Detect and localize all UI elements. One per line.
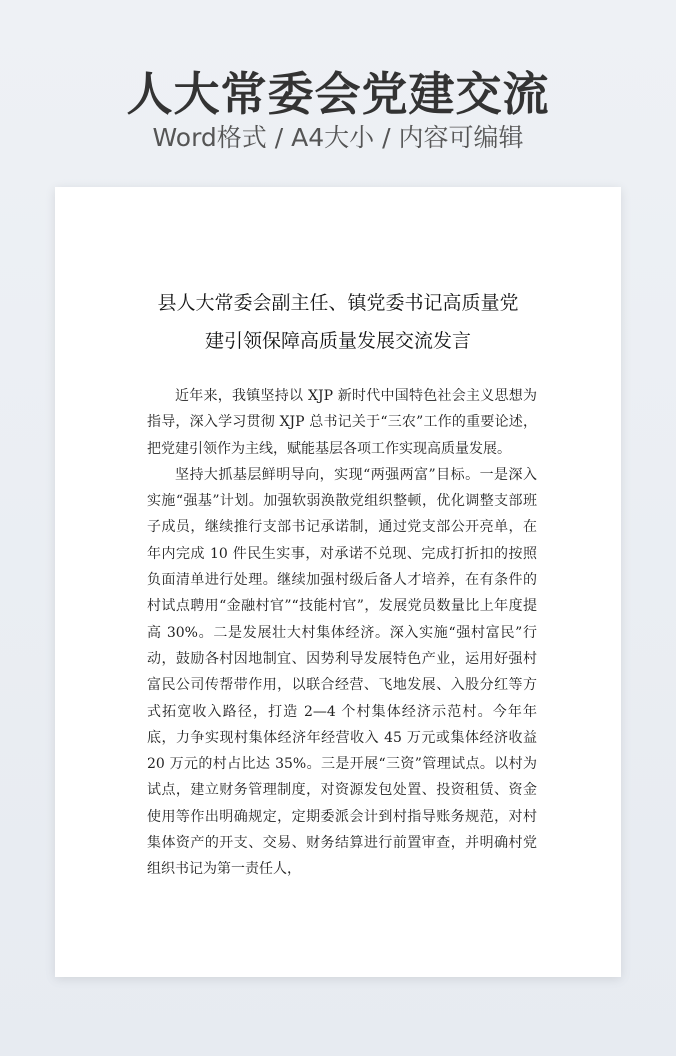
document-title-line-1: 县人大常委会副主任、镇党委书记高质量党 bbox=[157, 292, 519, 314]
document-title bbox=[55, 284, 621, 360]
banner-title: 人大常委会党建交流 bbox=[126, 67, 550, 121]
body-paragraph-2: 坚持大抓基层鲜明导向，实现“两强两富”目标。一是深入实施“强基”计划。加强软弱涣散党组织整顿，优化调整支部班子成员，继续推行支部书记承诺制，通过党支部公开亮单，在年内完成 10 件民生实事，对承诺不兑现、完成打折扣的按照负面清单进行处理。继续加强村级后备人才培养，在有条件的村试点聘用“金融村官”“技能村官”，发展党员数量比上年度提高 30%。二是发展壮大村集体经济。深入实施“强村富民”行动，鼓励各村因地制宜、因势利导发展特色产业，运用好强村富民公司传帮带作用，以联合经营、飞地发展、入股分红等方式拓宽收入路径，打造 2—4 个村集体经济示范村。今年年底，力争实现村集体经济年经营收入 45 万元或集体经济收益 20 万元的村占比达 35%。三是开展“三资”管理试点。以村为试点，建立财务管理制度，对资源发包处置、投资租赁、资金使用等作出明确规定，定期委派会计到村指导账务规范，对村集体资产的开支、交易、财务结算进行前置审查，并明确村党组织书记为第一责任人， bbox=[147, 466, 537, 878]
banner-subtitle: Word格式 / A4大小 / 内容可编辑 bbox=[152, 123, 524, 152]
document-page bbox=[55, 187, 621, 977]
document-title-line-2: 建引领保障高质量发展交流发言 bbox=[204, 330, 471, 352]
body-paragraph-1: 近年来，我镇坚持以 XJP 新时代中国特色社会主义思想为指导，深入学习贯彻 XJP 总书记关于“三农”工作的重要论述，把党建引领作为主线，赋能基层各项工作实现高质量发展。 bbox=[147, 388, 537, 457]
document-body bbox=[147, 383, 537, 883]
